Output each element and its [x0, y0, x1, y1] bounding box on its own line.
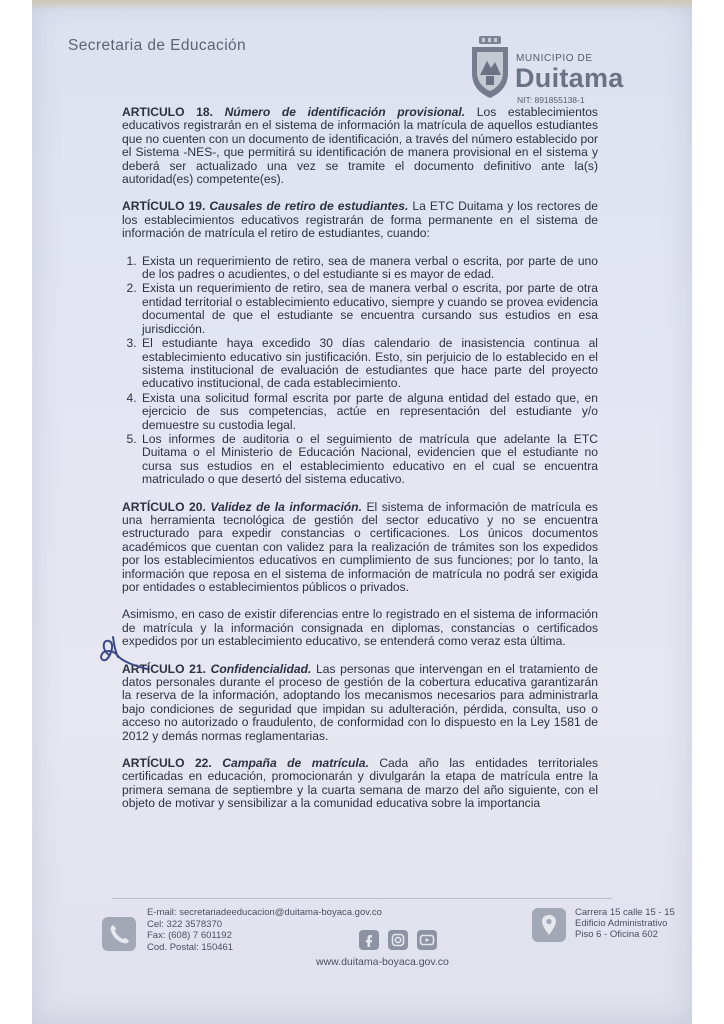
list-item: 5. Los informes de auditoria o el seguimiento de matrícula que adelante la ETC Duitama o el Ministerio de Educación Nacional, evidencien que el estudiante no cursa sus estudios en el establecimiento educativo en el cual se encuentra matriculado o que desertó del sistema educativo. — [140, 433, 598, 487]
article-20-label: ARTÍCULO 20. — [122, 499, 206, 514]
article-20-title: Validez de la información. — [210, 499, 362, 514]
logo-municipality-label: MUNICIPIO DE — [516, 53, 593, 64]
instagram-icon[interactable] — [388, 930, 408, 950]
article-21 — [122, 663, 598, 743]
document-body — [122, 106, 598, 825]
contact-lines — [147, 907, 382, 953]
article-18-title: Número de identificación provisional. — [224, 105, 466, 119]
footer-fax: Fax: (608) 7 601192 — [147, 930, 232, 941]
article-22-text: Cada año las entidades territoriales certificadas en educación, promocionarán y divulgarán la etapa de matrícula entre la primera semana de septiembre y la cuarta semana de marzo del año siguiente, con el objeto de motivar y sensibilizar a la comunidad educativa sobre la importancia — [122, 756, 598, 811]
document-page — [32, 0, 692, 1024]
address-line-2: Edificio Administrativo — [575, 918, 668, 929]
footer-postal: Cod. Postal: 150461 — [147, 941, 234, 953]
logo-city-name: Duitama — [515, 63, 624, 93]
list-item: 2. Exista un requerimiento de retiro, sea de manera verbal o escrita, por parte de otra entidad territorial o establecimiento educativo, siempre y cuando se provea evidencia documental de que el estudiante se encuentra cursando sus estudios en esa jurisdicción. — [140, 282, 598, 336]
article-22 — [122, 757, 598, 811]
article-21-label: ARTÍCULO 21. — [122, 661, 206, 676]
address-line-1: Carrera 15 calle 15 - 15 — [575, 907, 675, 918]
list-item: 4. Exista una solicitud formal escrita por parte de alguna entidad del estado que, en ejercicio de sus competencias, actúe en representación del estudiante y/o demuestre su custodia legal. — [140, 392, 598, 432]
municipality-logo — [469, 35, 694, 105]
article-19-title: Causales de retiro de estudiantes. — [209, 199, 409, 214]
youtube-icon[interactable] — [417, 930, 437, 950]
facebook-icon[interactable] — [359, 930, 379, 950]
address-lines — [575, 907, 675, 940]
list-item: 3. El estudiante haya excedido 30 días calendario de inasistencia continua al establecimiento educativo sin justificación. Esto, sin perjuicio de lo establecido en el sistema institucional de evaluación de estudiantes que hace parte del proyecto educativo institucional, de cada establecimiento. — [140, 337, 598, 391]
article-18 — [122, 106, 598, 186]
list-item: 1. Exista un requerimiento de retiro, sea de manera verbal o escrita, por parte de uno de los padres o acudientes, o del estudiante si es mayor de edad. — [140, 255, 598, 282]
footer-address — [532, 905, 712, 955]
location-pin-icon — [532, 908, 566, 942]
office-name: Secretaria de Educación — [68, 37, 247, 54]
article-19-list — [122, 255, 598, 487]
article-19-text: La ETC Duitama y los rectores de los establecimientos educativos registrarán de forma permanente en el sistema de información de matrícula el retiro de estudiantes, cuando: — [122, 199, 598, 241]
article-19-label: ARTÍCULO 19. — [122, 199, 206, 214]
article-22-label: ARTÍCULO 22. — [122, 756, 212, 771]
article-20 — [122, 501, 598, 595]
logo-nit: NIT: 891855138-1 — [517, 95, 585, 105]
website-link[interactable]: www.duitama-boyaca.gov.co — [316, 956, 449, 968]
coat-of-arms-icon — [469, 35, 511, 99]
article-22-title: Campaña de matrícula. — [222, 756, 369, 771]
footer-cel: Cel: 322 3578370 — [147, 918, 223, 930]
article-21-title: Confidencialidad. — [210, 661, 312, 676]
footer-email: E-mail: secretariadeeducacion@duitama-boyaca.gov.co — [147, 907, 382, 918]
article-18-label: ARTICULO 18. — [122, 105, 213, 119]
article-20-paragraph-2: Asimismo, en caso de existir diferencias entre lo registrado en el sistema de información de matrícula y la información consignada en diplomas, constancias o certificados expedidos por un establecimiento educativo, se entenderá como veraz esta última. — [122, 607, 598, 649]
article-18-text: Los establecimientos educativos registrarán en el sistema de información la matrícula de aquellos estudiantes que no cuenten con un documento de identificación, a través del número establecido por el Sistema -NES-, que permitirá su identificación de manera provisional en el sistema y deberá ser actualizado una vez se tramite el documento definitivo ante la(s) autoridad(es) competente(es). — [122, 105, 598, 187]
address-line-3: Piso 6 - Oficina 602 — [575, 929, 658, 940]
article-20-text: El sistema de información de matrícula es una herramienta tecnológica de gestión del sector educativo y no se encuentra estructurado para expedir constancias o certificaciones. Los únicos documentos académicos que cuentan con validez para la realización de trámites son los expedidos por los establecimientos educativos en cumplimiento de sus funciones; por lo tanto, la información que reposa en el sistema de información de matrícula no podrá ser exigida por entidades o establecimientos públicos o privados. — [122, 499, 598, 594]
phone-icon — [102, 917, 136, 951]
handwritten-initials — [87, 625, 152, 675]
footer-divider — [112, 898, 612, 899]
article-21-text: Las personas que intervengan en el tratamiento de datos personales durante el proceso de gestión de la cobertura educativa garantizarán la reserva de la información, adoptando los mecanismos necesarios para administrarla bajo condiciones de seguridad que impidan su adulteración, pérdida, consulta, uso o acceso no autorizado o fraudulento, de conformidad con lo dispuesto en la Ley 1581 de 2012 y demás normas reglamentarias. — [122, 661, 598, 743]
article-19 — [122, 200, 598, 240]
social-links — [359, 930, 449, 952]
